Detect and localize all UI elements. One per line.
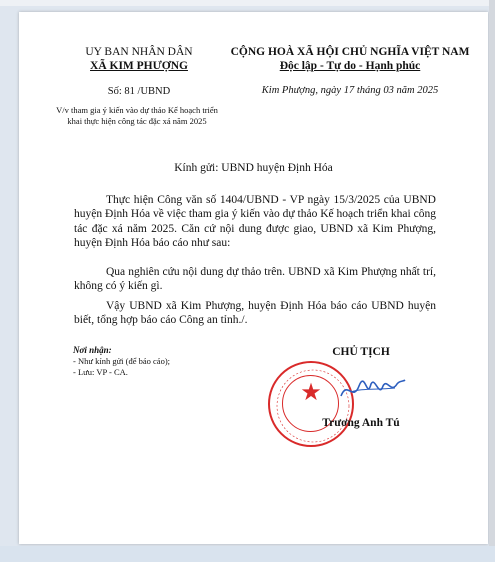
- motto: Độc lập - Tự do - Hạnh phúc: [279, 60, 421, 72]
- vertical-scrollbar[interactable]: [489, 0, 495, 562]
- recipient-line: Kính gửi: UBND huyện Định Hóa: [174, 162, 333, 174]
- country-name: CỘNG HOÀ XÃ HỘI CHỦ NGHĨA VIỆT NAM: [230, 46, 470, 58]
- body-paragraph-2: Qua nghiên cứu nội dung dự thảo trên. UBND xã Kim Phượng nhất trí, không có ý kiến gì.: [74, 266, 436, 293]
- subject-line-2: khai thực hiện công tác đặc xá năm 2025: [67, 116, 207, 126]
- document-page: [19, 12, 488, 544]
- body-paragraph-3: Vậy UBND xã Kim Phượng, huyện Định Hóa báo cáo UBND huyện biết, tổng hợp báo cáo Công an tỉnh./.: [74, 300, 436, 327]
- viewer-bottom-bar: [0, 546, 495, 562]
- body-paragraph-1: Thực hiện Công văn số 1404/UBND - VP ngày 15/3/2025 của UBND huyện Định Hóa về việc tham gia ý kiến vào dự thảo Kế hoạch triển khai công tác đặc xá năm 2025. Căn cứ nội dung được giao, UBND xã Kim Phượng, huyện Định Hóa báo cáo như sau:: [74, 194, 436, 249]
- document-number: Số: 81 /UBND: [107, 86, 171, 97]
- agency-name: XÃ KIM PHƯỢNG: [90, 60, 188, 72]
- subject-line-1: V/v tham gia ý kiến vào dự thảo Kế hoạch triển: [56, 105, 218, 115]
- viewer-top-bar: [0, 0, 495, 6]
- recipients-item-1: - Như kính gửi (để báo cáo);: [73, 356, 171, 366]
- signer-title: CHỦ TỊCH: [332, 346, 390, 358]
- recipients-title: Nơi nhận:: [73, 345, 112, 355]
- signer-name: Trương Anh Tú: [322, 417, 400, 429]
- agency-parent: UY BAN NHÂN DÂN: [85, 46, 193, 58]
- document-date: Kim Phượng, ngày 17 tháng 03 năm 2025: [261, 85, 439, 96]
- signature-icon: [337, 372, 407, 406]
- star-icon: ★: [300, 380, 322, 406]
- recipients-item-2: - Lưu: VP - CA.: [73, 367, 128, 377]
